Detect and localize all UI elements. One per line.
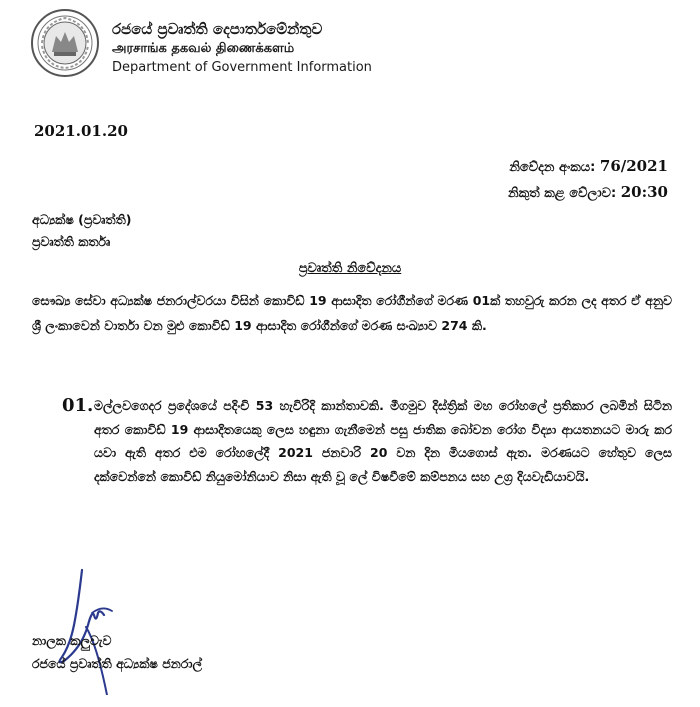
document-title-text: ප්‍රවෘත්ති නිවේදනය <box>298 261 402 276</box>
signatory-designation: රජයේ ප්‍රවෘත්ති අධ්‍යක්ෂ ජනරාල් <box>32 656 203 671</box>
item-paragraph: මල්ලවගෙදර ප්‍රදේශයේ පදිංචි 53 හැවිරිදි කාන්තාවකි. මීගමුව දිස්ත්‍රික් මහ රෝහලේ ප්‍රතිකාර ලබමින් සිටින අතර කොවිඩ් 19 ආසාදිතයෙකු ලෙස හඳුනා ගැනීමෙන් පසු ජාතික බෝවන රෝග විද්‍යා ආයතනයට මාරු කර යවා ඇති අතර එම රෝහලේදී 2021 ජනවාරි 20 වන දින මියගොස් ඇත. මරණයට හේතුව ලෙස දක්වෙන්නේ කොවිඩ් නියුමෝනියාව නිසා ඇති වූ ලේ විෂවීමේ කම්පනය සහ උග්‍ර දියවැඩියාවයි. <box>94 398 672 484</box>
item-number: 01. <box>62 395 94 416</box>
release-time-value: 20:30 <box>620 183 668 201</box>
intro-paragraph: සෞඛ්‍ය සේවා අධ්‍යක්ෂ ජනරාල්වරයා විසින් කොවිඩ් 19 ආසාදිත රෝගීන්ගේ මරණ 01ක් තහවුරු කරන ලද අතර ඒ අනුව ශ්‍රී ලංකාවෙන් වාර්තා වන මුළු කොවිඩ් 19 ආසාදිත රෝගීන්ගේ මරණ සංඛ්‍යාව 274 කි. <box>32 293 672 333</box>
government-emblem-icon <box>30 8 100 78</box>
signatory-name: නාලක කලුවැව <box>32 633 112 648</box>
addressee-line-2: ප්‍රවෘත්ති කර්තෘ <box>32 234 111 249</box>
release-date: 2021.01.20 <box>34 122 128 140</box>
signature-icon <box>52 565 122 695</box>
release-number-value: 76/2021 <box>599 157 668 175</box>
document-title <box>0 261 700 276</box>
org-name-tamil: அரசாங்க தகவல் திணைக்களம் <box>112 41 295 56</box>
release-time-label: නිකුත් කළ වේලාව: <box>508 186 617 201</box>
org-name-english: Department of Government Information <box>112 60 372 75</box>
addressee-line-1: අධ්‍යක්ෂ (ප්‍රවෘත්ති) <box>32 212 132 227</box>
release-time <box>508 183 668 201</box>
org-name-sinhala: රජයේ ප්‍රවෘත්ති දෙපාර්තමේන්තුව <box>112 20 323 38</box>
release-number-label: නිවේදන අංකය: <box>509 160 596 175</box>
release-number <box>509 157 668 175</box>
